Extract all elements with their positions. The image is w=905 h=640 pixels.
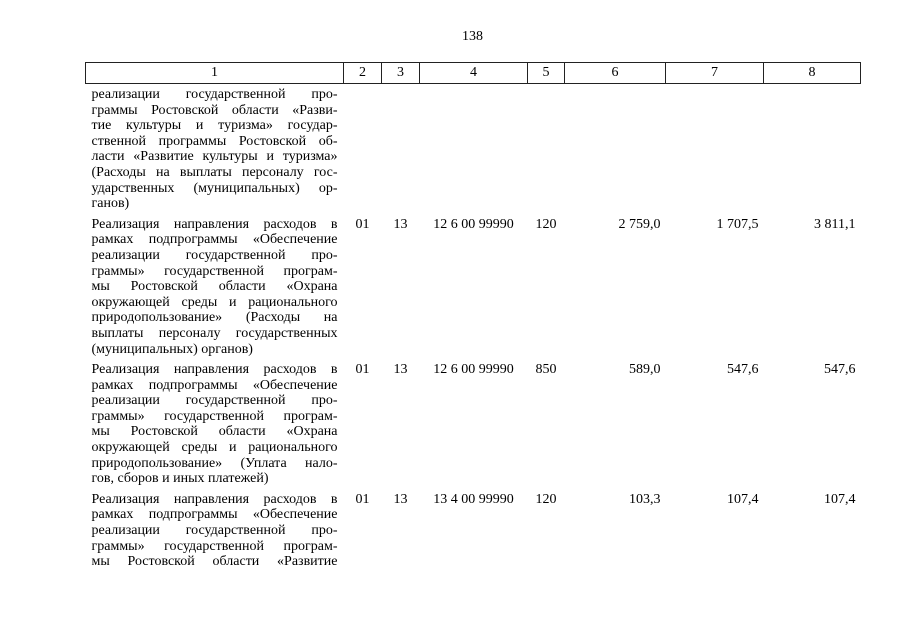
- description-line: окружающей среды и рационального: [91, 440, 338, 456]
- cell-col-2: [344, 84, 382, 214]
- description-line: выплаты персоналу государственных: [91, 325, 338, 341]
- description-line: ласти «Развитие культуры и туризма»: [91, 149, 338, 165]
- cell-col-3: [382, 84, 420, 214]
- description-line: граммы» государственной програм-: [91, 408, 338, 424]
- description-line: (Расходы на выплаты персоналу гос-: [91, 164, 338, 180]
- cell-col-4: 13 4 00 99990: [433, 491, 514, 507]
- cell-col-6: 103,3: [629, 491, 661, 507]
- description-line: рамках подпрограммы «Обеспечение: [91, 507, 338, 523]
- cell-col-4: 12 6 00 99990: [433, 362, 514, 378]
- description-line: мы Ростовской области «Охрана: [91, 424, 338, 440]
- description-line: реализации государственной про-: [91, 393, 338, 409]
- header-cell-2: 2: [344, 63, 382, 84]
- cell-col-6: [565, 84, 666, 214]
- cell-col-6: 2 759,0: [618, 216, 661, 232]
- description-line: реализации государственной про-: [91, 247, 338, 263]
- description-line: граммы» государственной програм-: [91, 263, 338, 279]
- table-row: [86, 84, 861, 214]
- table-row: [86, 489, 861, 572]
- page-number: 138: [462, 29, 483, 44]
- description-line: Реализация направления расходов в: [91, 491, 338, 507]
- header-cell-6: 6: [565, 63, 666, 84]
- cell-col-2: 01: [355, 362, 370, 378]
- description-line: природопользование» (Уплата нало-: [91, 455, 338, 471]
- header-cell-3: 3: [382, 63, 420, 84]
- row-description: [86, 359, 344, 489]
- header-cell-1: 1: [86, 63, 344, 84]
- description-line: ганов): [91, 196, 130, 212]
- description-line: природопользование» (Расходы на: [91, 310, 338, 326]
- description-line: граммы» государственной програм-: [91, 538, 338, 554]
- row-description: [86, 84, 344, 214]
- cell-col-8: [764, 84, 861, 214]
- description-line: граммы Ростовской области «Разви-: [91, 102, 338, 118]
- description-line: рамках подпрограммы «Обеспечение: [91, 232, 338, 248]
- description-line: мы Ростовской области «Развитие: [91, 554, 338, 570]
- cell-col-5: 120: [535, 216, 557, 232]
- description-line: ственной программы Ростовской об-: [91, 133, 338, 149]
- description-line: тие культуры и туризма» государ-: [91, 118, 338, 134]
- table-row: [86, 214, 861, 359]
- table-header-row: [86, 63, 861, 84]
- cell-col-2: 01: [355, 491, 370, 507]
- cell-col-4: [420, 84, 528, 214]
- cell-col-7: 1 707,5: [716, 216, 759, 232]
- cell-col-4: 12 6 00 99990: [433, 216, 514, 232]
- row-description: [86, 214, 344, 359]
- description-line: Реализация направления расходов в: [91, 216, 338, 232]
- description-line: гов, сборов и иных платежей): [91, 471, 269, 487]
- header-cell-5: 5: [528, 63, 565, 84]
- cell-col-6: 589,0: [629, 362, 661, 378]
- description-line: Реализация направления расходов в: [91, 362, 338, 378]
- cell-col-5: 850: [535, 362, 557, 378]
- table-row: [86, 359, 861, 489]
- description-line: окружающей среды и рационального: [91, 294, 338, 310]
- header-cell-8: 8: [764, 63, 861, 84]
- budget-table: [85, 62, 861, 572]
- description-line: ударственных (муниципальных) ор-: [91, 180, 338, 196]
- cell-col-8: 107,4: [824, 491, 856, 507]
- cell-col-7: [666, 84, 764, 214]
- description-line: рамках подпрограммы «Обеспечение: [91, 377, 338, 393]
- cell-col-5: 120: [535, 491, 557, 507]
- description-line: реализации государственной про-: [91, 87, 338, 102]
- cell-col-8: 3 811,1: [814, 216, 856, 232]
- cell-col-3: 13: [393, 216, 408, 232]
- cell-col-8: 547,6: [824, 362, 856, 378]
- description-line: (муниципальных) органов): [91, 341, 253, 357]
- cell-col-7: 547,6: [727, 362, 759, 378]
- row-description: [86, 489, 344, 572]
- cell-col-2: 01: [355, 216, 370, 232]
- cell-col-5: [528, 84, 565, 214]
- description-line: мы Ростовской области «Охрана: [91, 279, 338, 295]
- header-cell-4: 4: [420, 63, 528, 84]
- cell-col-3: 13: [393, 491, 408, 507]
- header-cell-7: 7: [666, 63, 764, 84]
- description-line: реализации государственной про-: [91, 523, 338, 539]
- cell-col-3: 13: [393, 362, 408, 378]
- cell-col-7: 107,4: [727, 491, 759, 507]
